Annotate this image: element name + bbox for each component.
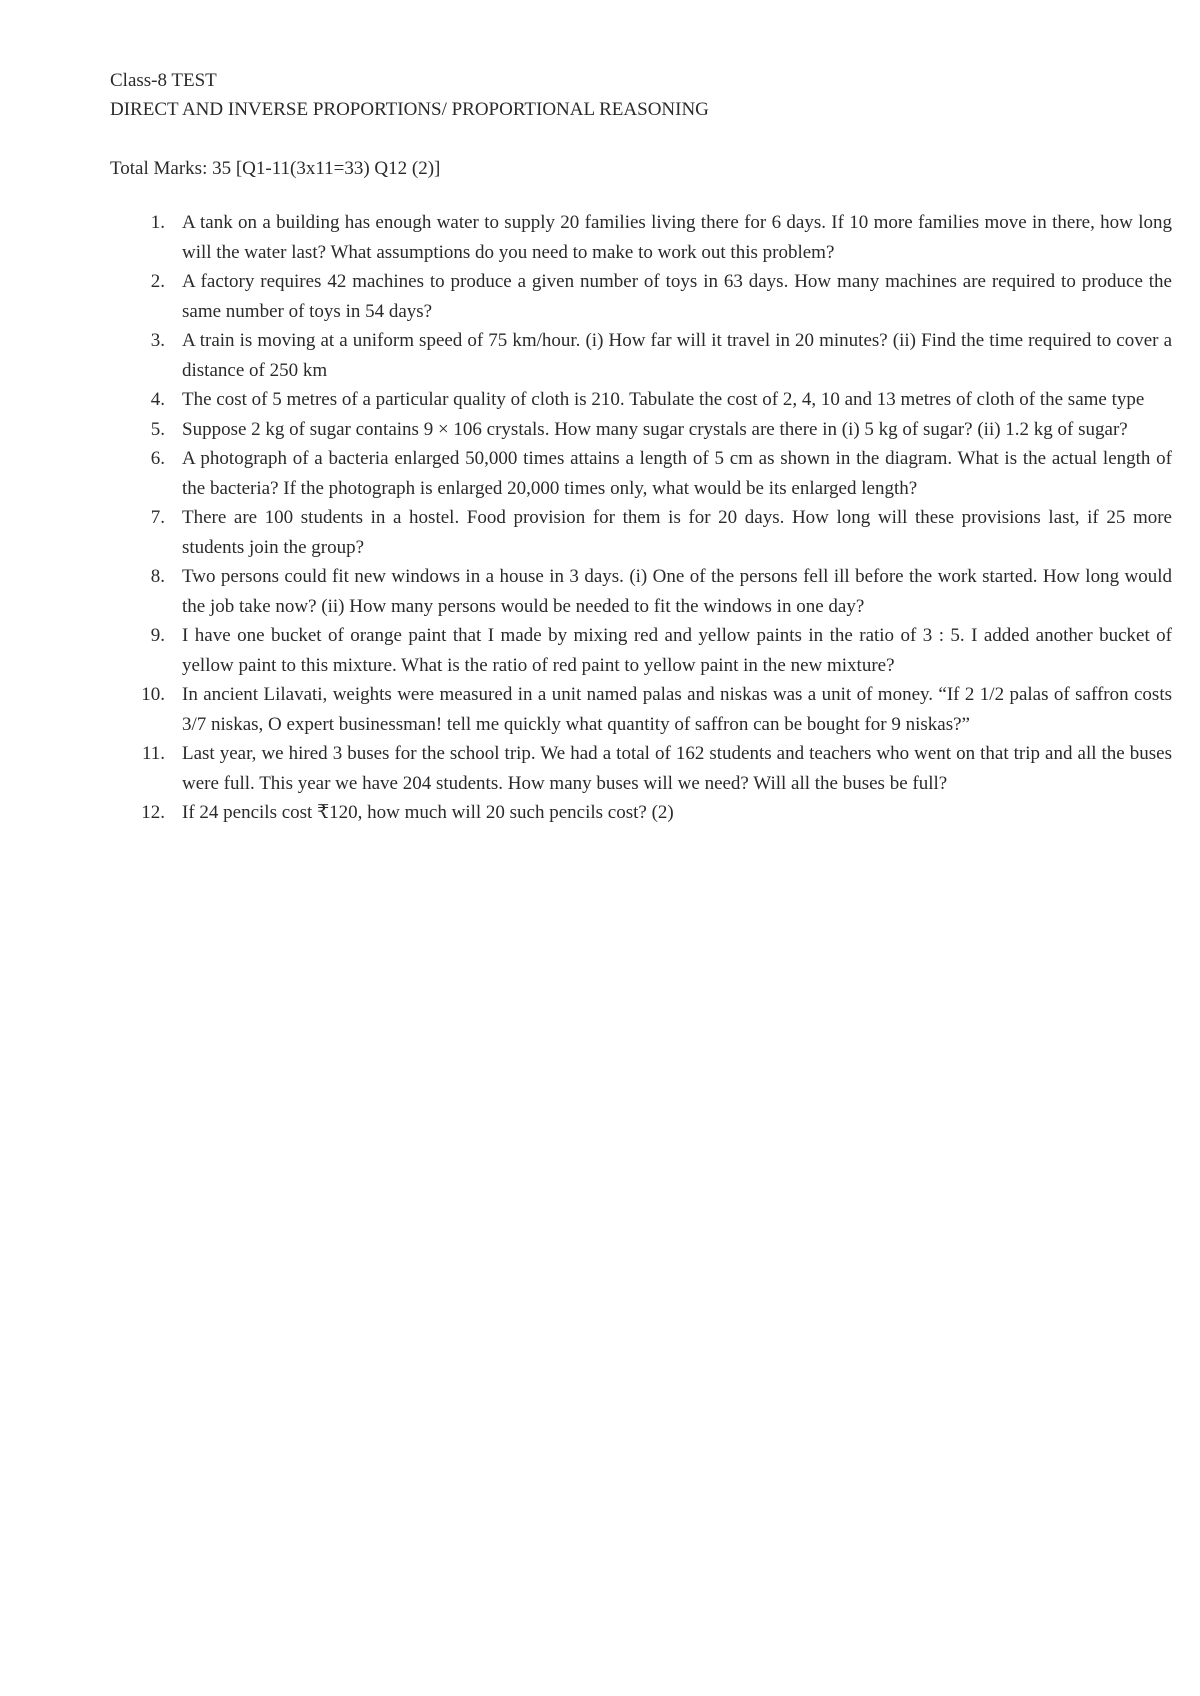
test-header bbox=[110, 66, 1110, 124]
question-number: 10. bbox=[141, 684, 165, 705]
question-item bbox=[110, 385, 1172, 415]
question-number: 4. bbox=[150, 389, 165, 410]
question-item bbox=[110, 680, 1172, 739]
question-number: 9. bbox=[150, 625, 165, 646]
total-marks: Total Marks: 35 [Q1-11(3x11=33) Q12 (2)] bbox=[110, 158, 441, 179]
question-item bbox=[110, 739, 1172, 798]
question-number: 7. bbox=[150, 507, 165, 528]
question-item bbox=[110, 621, 1172, 680]
question-text: The cost of 5 metres of a particular quality of cloth is 210. Tabulate the cost of 2, 4, 10 and 13 metres of cloth of the same type bbox=[182, 389, 1145, 410]
question-number: 6. bbox=[150, 448, 165, 469]
question-text: A train is moving at a uniform speed of 75 km/hour. (i) How far will it travel in 20 minutes? (ii) Find the time required to cover a distance of 250 km bbox=[182, 330, 1172, 381]
question-number: 3. bbox=[150, 330, 165, 351]
question-text: Last year, we hired 3 buses for the school trip. We had a total of 162 students and teachers who went on that trip and all the buses were full. This year we have 204 students. How many buses will we need? Will all the buses be full? bbox=[182, 743, 1172, 794]
question-text: Two persons could fit new windows in a house in 3 days. (i) One of the persons fell ill before the work started. How long would the job take now? (ii) How many persons would be needed to fit the windows in one day? bbox=[182, 566, 1172, 617]
question-text: A photograph of a bacteria enlarged 50,000 times attains a length of 5 cm as shown in the diagram. What is the actual length of the bacteria? If the photograph is enlarged 20,000 times only, what would be its enlarged length? bbox=[182, 448, 1172, 499]
question-item bbox=[110, 208, 1172, 267]
question-number: 1. bbox=[150, 212, 165, 233]
question-item bbox=[110, 415, 1172, 445]
question-text: If 24 pencils cost ₹120, how much will 20 such pencils cost? (2) bbox=[182, 802, 674, 823]
class-title: Class-8 TEST bbox=[110, 70, 217, 91]
question-number: 8. bbox=[150, 566, 165, 587]
question-item bbox=[110, 798, 1172, 828]
question-number: 5. bbox=[150, 418, 165, 440]
question-number: 11. bbox=[141, 743, 165, 764]
question-item bbox=[110, 326, 1172, 385]
topic-title: DIRECT AND INVERSE PROPORTIONS/ PROPORTIONAL REASONING bbox=[110, 99, 709, 120]
question-item bbox=[110, 267, 1172, 326]
question-number: 12. bbox=[141, 802, 165, 823]
question-text: In ancient Lilavati, weights were measured in a unit named palas and niskas was a unit of money. “If 2 1/2 palas of saffron costs 3/7 niskas, O expert businessman! tell me quickly what quantity of saffron can be bought for 9 niskas?” bbox=[182, 684, 1172, 735]
question-list bbox=[110, 208, 1172, 828]
question-text: A tank on a building has enough water to supply 20 families living there for 6 days. If 10 more families move in there, how long will the water last? What assumptions do you need to make to work out this problem? bbox=[182, 212, 1172, 263]
question-text: I have one bucket of orange paint that I made by mixing red and yellow paints in the ratio of 3 : 5. I added another bucket of yellow paint to this mixture. What is the ratio of red paint to yellow paint in the new mixture? bbox=[182, 625, 1172, 676]
question-text: A factory requires 42 machines to produce a given number of toys in 63 days. How many machines are required to produce the same number of toys in 54 days? bbox=[182, 271, 1172, 322]
question-text: There are 100 students in a hostel. Food provision for them is for 20 days. How long will these provisions last, if 25 more students join the group? bbox=[182, 507, 1172, 558]
question-item bbox=[110, 562, 1172, 621]
question-text: Suppose 2 kg of sugar contains 9 × 106 crystals. How many sugar crystals are there in (i) 5 kg of sugar? (ii) 1.2 kg of sugar? bbox=[182, 418, 1128, 440]
question-number: 2. bbox=[150, 271, 165, 292]
question-item bbox=[110, 503, 1172, 562]
question-item bbox=[110, 444, 1172, 503]
